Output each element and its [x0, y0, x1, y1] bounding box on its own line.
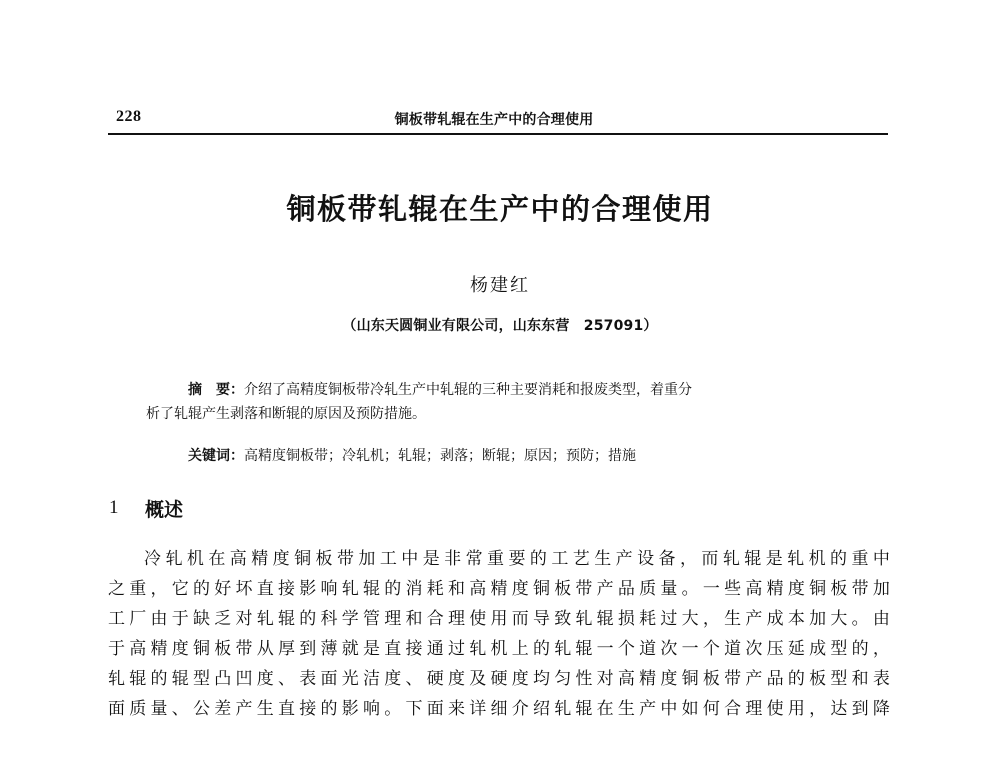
author-name: 杨建红 [470, 275, 530, 296]
keywords-label: 关键词： [188, 448, 244, 464]
article-title: 铜板带轧辊在生产中的合理使用 [286, 192, 714, 226]
header-rule [108, 133, 888, 135]
body-line: 冷轧机在高精度铜板带加工中是非常重要的工艺生产设备，而轧辊是轧机的重中 [144, 549, 890, 569]
body-line: 之重，它的好坏直接影响轧辊的消耗和高精度铜板带产品质量。一些高精度铜板带加 [108, 579, 890, 599]
abstract-text: 介绍了高精度铜板带冷轧生产中轧辊的三种主要消耗和报废类型，着重分 [244, 382, 692, 398]
abstract-label: 摘 要： [188, 382, 244, 398]
section-title: 概述 [145, 499, 184, 521]
running-title: 铜板带轧辊在生产中的合理使用 [394, 112, 594, 128]
author-affiliation: （山东天圆铜业有限公司，山东东营 257091） [342, 318, 658, 334]
abstract-line [188, 378, 878, 402]
running-header [108, 104, 888, 132]
body-line: 于高精度铜板带从厚到薄就是直接通过轧机上的轧辊一个道次一个道次压延成型的， [108, 639, 890, 659]
section-heading [109, 495, 409, 525]
abstract-line: 析了轧辊产生剥落和断辊的原因及预防措施。 [146, 406, 426, 422]
body-line: 工厂由于缺乏对轧辊的科学管理和合理使用而导致轧辊损耗过大，生产成本加大。由 [108, 609, 890, 629]
body-line: 轧辊的辊型凸凹度、表面光洁度、硬度及硬度均匀性对高精度铜板带产品的板型和表 [108, 669, 890, 689]
keywords-text: 高精度铜板带；冷轧机；轧辊；剥落；断辊；原因；预防；措施 [244, 448, 636, 464]
keywords [188, 445, 838, 465]
body-line: 面质量、公差产生直接的影响。下面来详细介绍轧辊在生产中如何合理使用，达到降 [108, 699, 890, 719]
page-number: 228 [116, 108, 142, 125]
section-number: 1 [109, 497, 119, 518]
